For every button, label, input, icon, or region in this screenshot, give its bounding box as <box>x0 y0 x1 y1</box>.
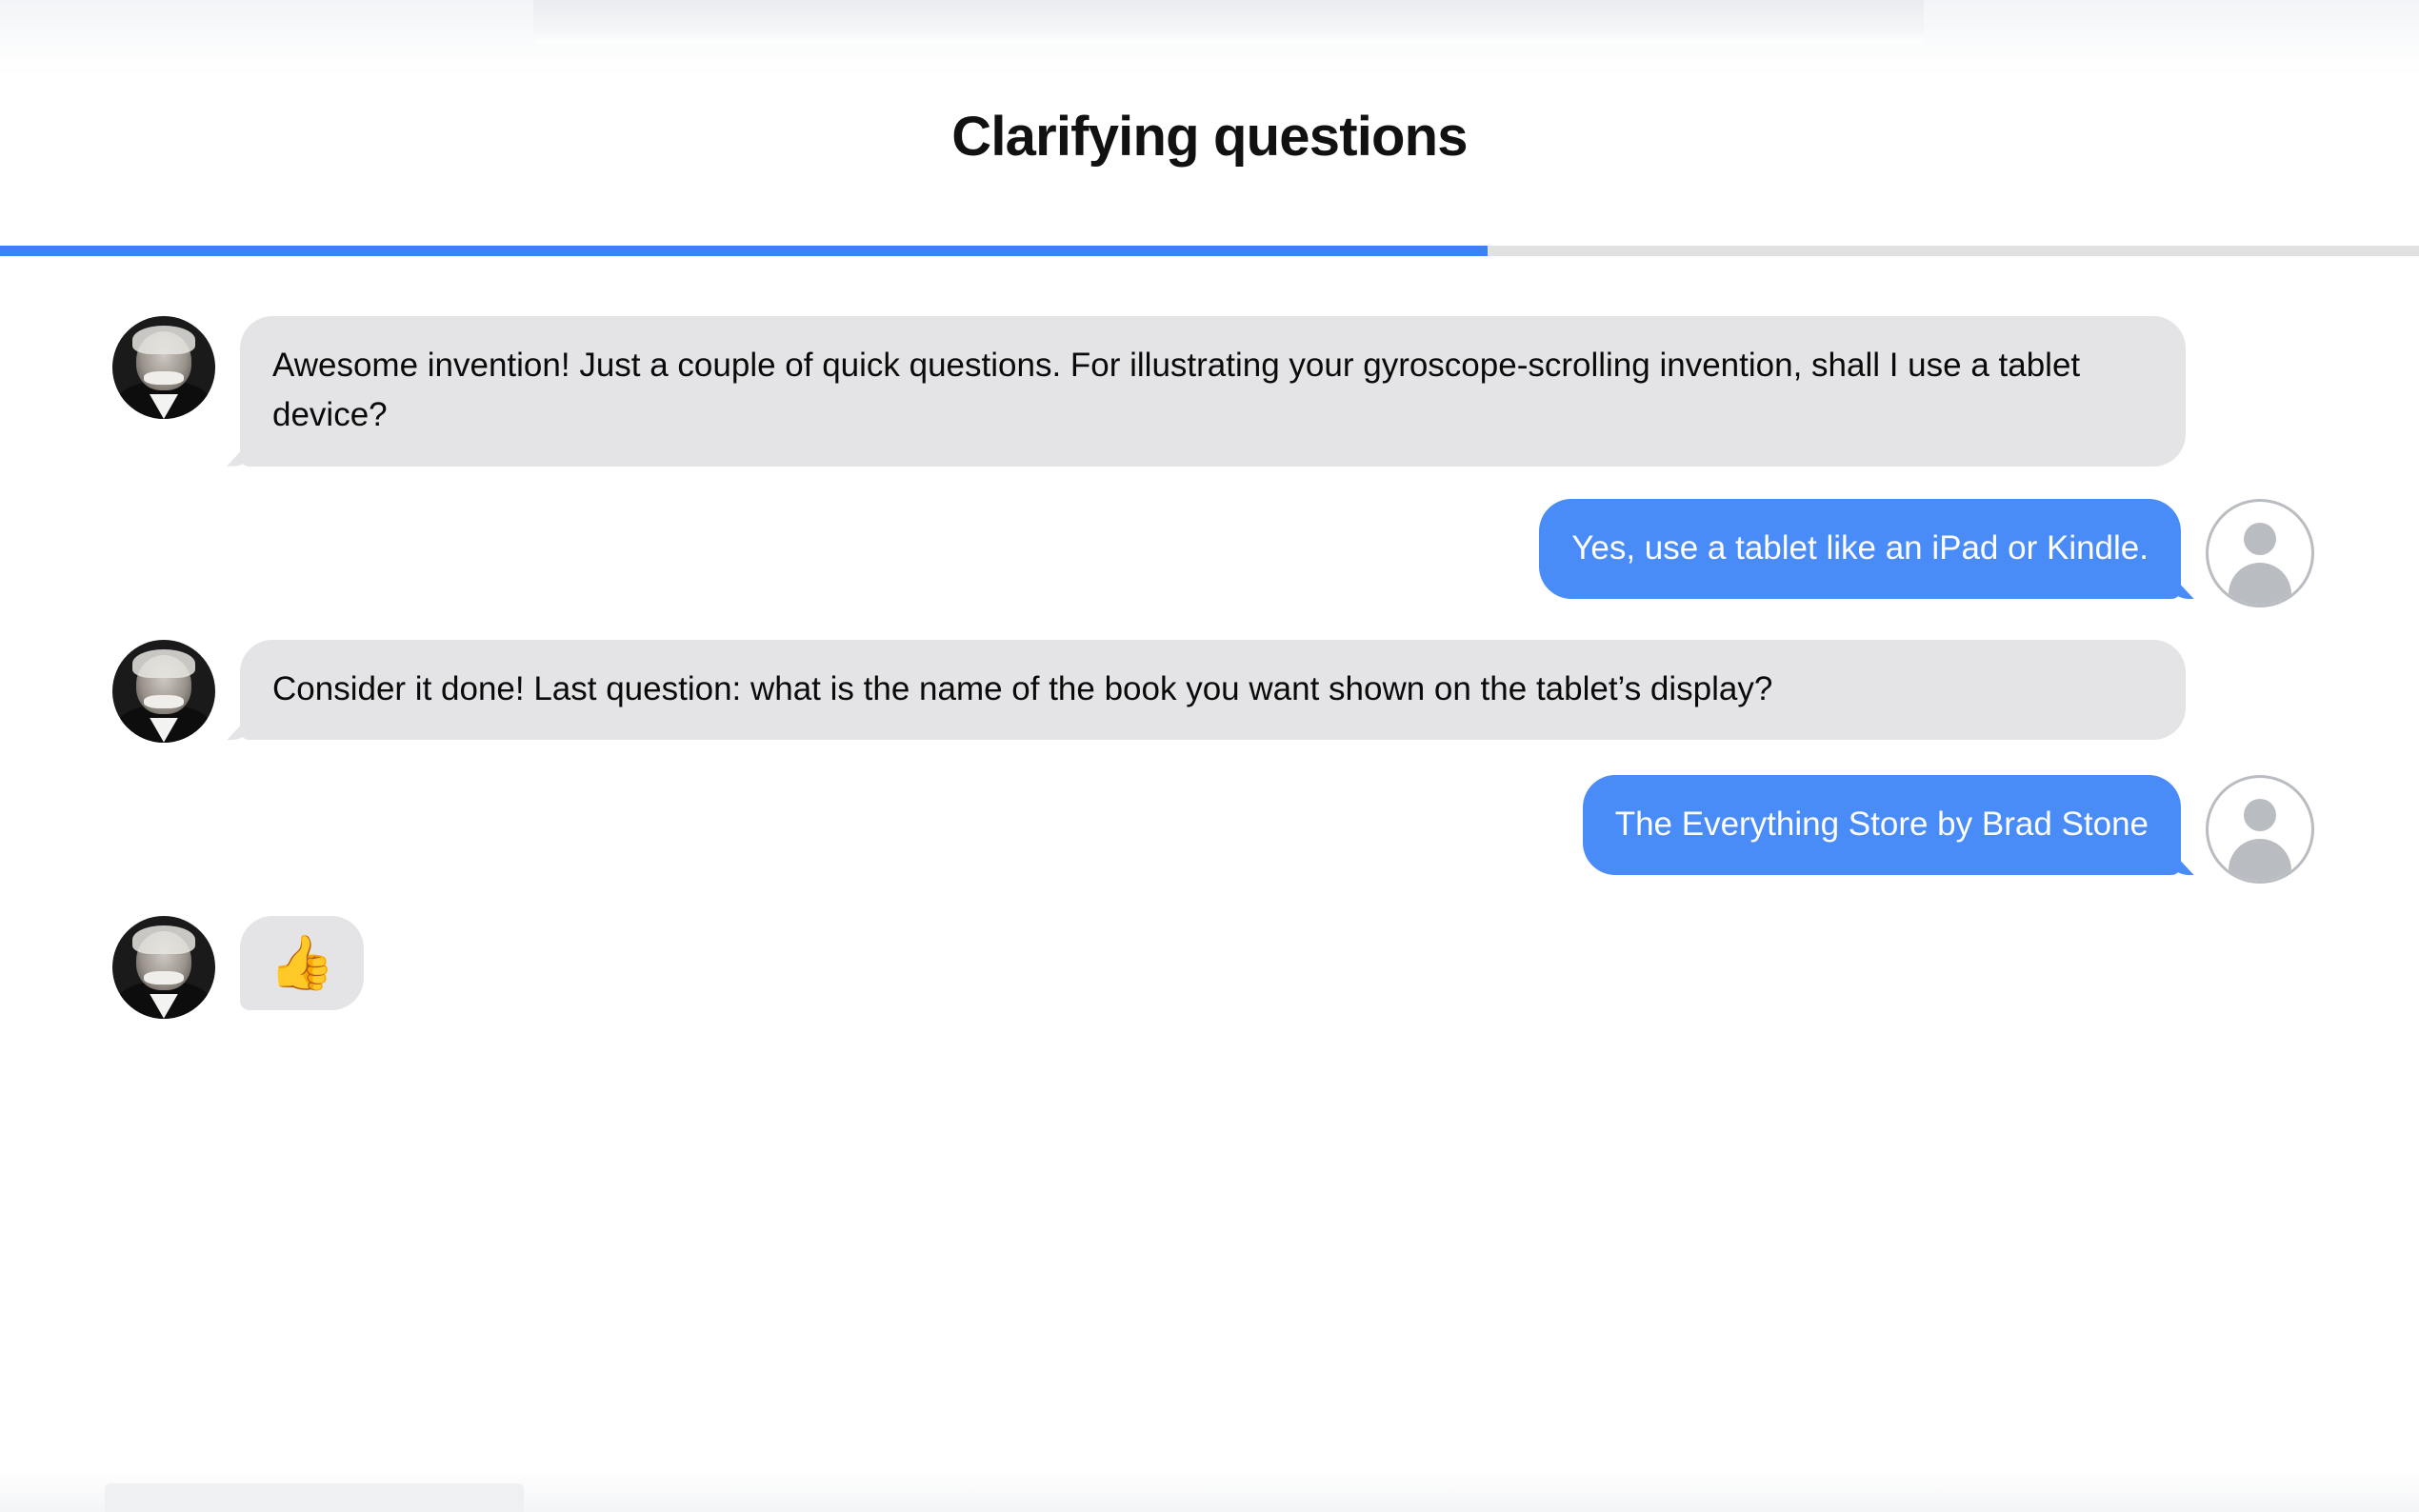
message-bubble: Awesome invention! Just a couple of quick questions. For illustrating your gyroscope-scrolling invention, shall I use a tablet device? <box>240 316 2186 467</box>
portrait-avatar <box>112 316 215 419</box>
page-title: Clarifying questions <box>951 105 1468 168</box>
message-bubble: Yes, use a tablet like an iPad or Kindle. <box>1539 499 2181 600</box>
bottom-decorative-band <box>0 1468 2419 1512</box>
progress-bar-track <box>0 246 2419 256</box>
message-bubble: The Everything Store by Brad Stone <box>1583 775 2181 876</box>
chat-thread <box>0 316 2419 1019</box>
message-bubble: Consider it done! Last question: what is the name of the book you want shown on the tablet’s display? <box>240 640 2186 741</box>
thumbs-up-icon: 👍 <box>240 916 364 1011</box>
chat-message-user <box>112 775 2314 884</box>
page-header <box>0 0 2419 246</box>
chat-message-assistant <box>112 640 2314 743</box>
chat-message-assistant <box>112 316 2314 467</box>
portrait-avatar <box>112 916 215 1019</box>
chat-message-user <box>112 499 2314 607</box>
person-avatar <box>2206 775 2314 884</box>
portrait-avatar <box>112 640 215 743</box>
bottom-decorative-band-inner <box>105 1483 524 1512</box>
person-avatar <box>2206 499 2314 607</box>
chat-message-assistant-reaction <box>112 916 2314 1019</box>
progress-bar-fill <box>0 246 1488 256</box>
